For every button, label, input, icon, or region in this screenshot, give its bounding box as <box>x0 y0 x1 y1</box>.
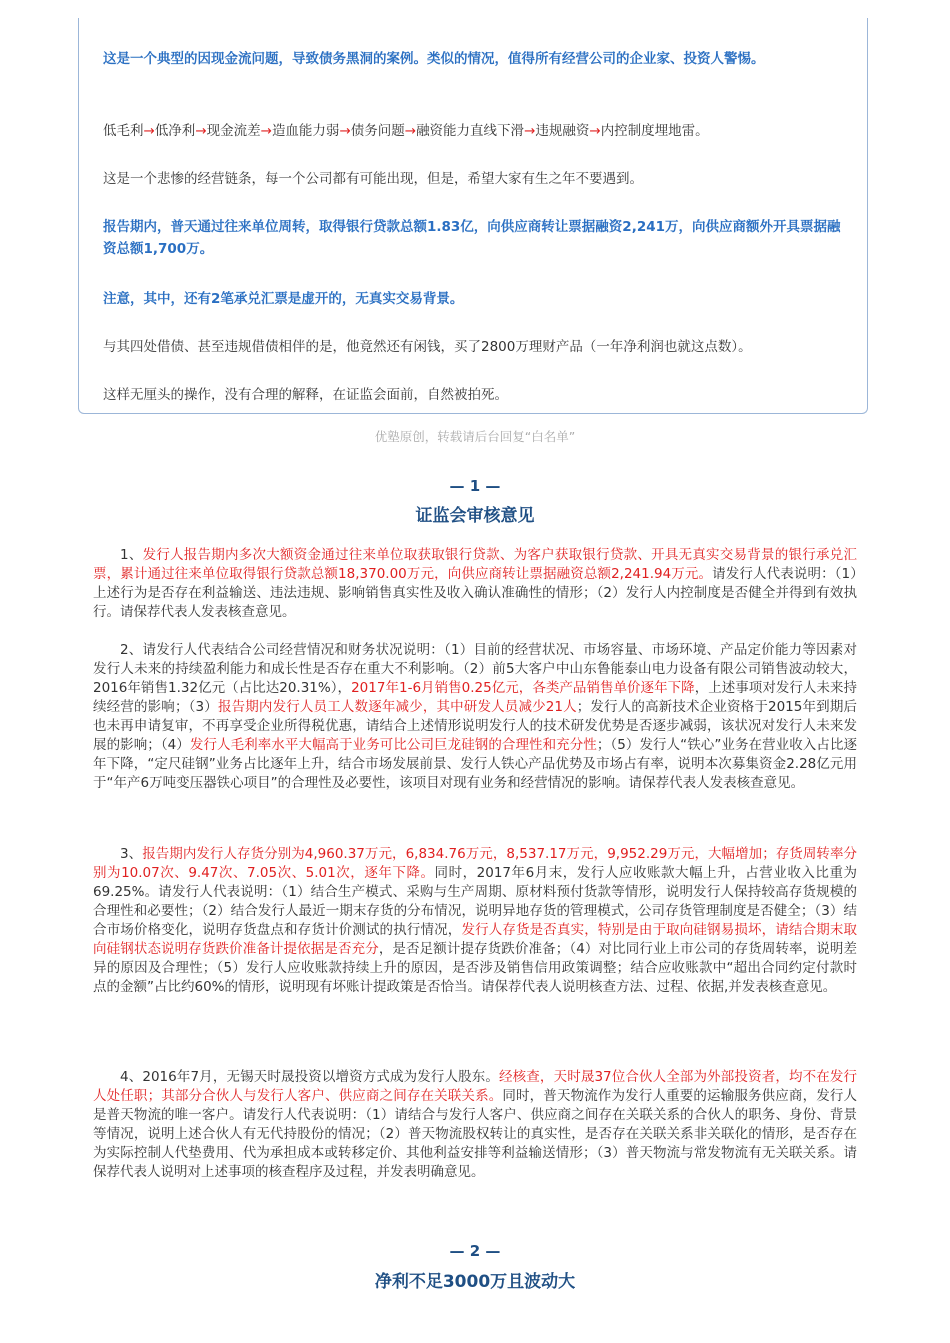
quote-paragraph-note: 注意，其中，还有2笔承兑汇票是虚开的，无真实交易背景。 <box>103 291 464 307</box>
body-text: 4、2016年7月，无锡天时晟投资以增资方式成为发行人股东。 <box>120 1069 500 1085</box>
section-number: — 1 — <box>449 477 501 495</box>
highlighted-text: 报告期内发行人员工人数逐年减少，其中研发人员减少21人 <box>217 699 577 715</box>
quote-paragraph-warning: 这是一个典型的因现金流问题，导致债务黑洞的案例。类似的情况，值得所有经营公司的企业家、投资人警惕。 <box>103 51 765 67</box>
arrow-icon: → <box>260 123 272 139</box>
arrow-icon: → <box>143 123 155 139</box>
quote-paragraph-wealth-product: 与其四处借债、甚至违规借债相伴的是，他竟然还有闲钱，买了2800万理财产品（一年净利润也就这点数）。 <box>103 339 752 355</box>
review-paragraph <box>93 546 857 622</box>
arrow-icon: → <box>404 123 417 139</box>
body-text: 1、 <box>120 547 143 563</box>
arrow-icon: → <box>339 123 351 139</box>
chain-step: 债务问题 <box>350 123 405 139</box>
arrow-icon: → <box>589 123 601 139</box>
body-text: ；发行人的高新技术企业资格于2015年到期后也未再申请复审，不再享受企业所得税优惠，请结合上述情形说明发行人的技术研发优势是否逐步减弱，该状况对发行人未来发展的影响；（4） <box>93 699 857 753</box>
arrow-icon: → <box>195 123 207 139</box>
review-paragraph <box>93 845 857 997</box>
body-text: 同时，2017年6月末，发行人应收账款大幅上升，占营业收入比重为69.25%。请发行人代表说明：（1）结合生产模式、采购与生产周期、原材料预付货款等情形，说明发行人保持较高存货规模的合理性和必要性；（2）结合发行人最近一期末存货的分布情况，说明异地存货的管理模式，公司存货管理制度是否健全；（3）结合市场价格变化，说明存货盘点和存货计价测试的执行情况， <box>93 865 858 938</box>
copyright-caption: 优塾原创，转载请后台回复“白名单” <box>374 429 576 444</box>
section-title: 证监会审核意见 <box>415 506 535 526</box>
body-text: 请发行人代表说明：（1）上述行为是否存在利益输送、违法违规、影响销售真实性及收入确认准确性的情形；（2）发行人内控制度是否健全并得到有效执行。请保荐代表人发表核查意见。 <box>93 566 857 620</box>
highlighted-text: 发行人存货是否真实，特别是由于取向硅钢易损坏，请结合期末取向硅钢状态说明存货跌价准备计提依据是否充分 <box>93 922 858 957</box>
quote-paragraph-conclusion: 这样无厘头的操作，没有合理的解释，在证监会面前，自然被拍死。 <box>103 387 508 403</box>
chain-step: 低净利 <box>154 123 196 139</box>
body-text: 3、 <box>120 846 143 862</box>
body-text: ，是否足额计提存货跌价准备；（4）对比同行业上市公司的存货周转率，说明差异的原因及合理性；（5）发行人应收账款持续上升的原因，是否涉及销售信用政策调整；结合应收账款中“超出合同约定付款时点的金额”占比约60%的情形，说明现有坏账计提政策是否恰当。请保荐代表人说明核查方法、过程、依据,并发表核查意见。 <box>93 941 857 995</box>
highlighted-text: 经核查，天时晟37位合伙人全部为外部投资者，均不在发行人处任职；其部分合伙人与发行人客户、供应商之间存在关联关系。 <box>93 1069 857 1104</box>
highlighted-text: 报告期内发行人存货分别为4,960.37万元，6,834.76万元，8,537.17万元，9,952.29万元，大幅增加；存货周转率分别为10.07次、9.47次、7.05次、5.01次，逐年下降。 <box>93 846 857 881</box>
chain-step: 内控制度埋地雷。 <box>600 123 709 139</box>
section-number: — 2 — <box>449 1242 501 1260</box>
review-paragraph <box>93 1068 857 1182</box>
body-text: 2、请发行人代表结合公司经营情况和财务状况说明：（1）目前的经营状况、市场容量、市场环境、产品定价能力等因素对发行人未来的持续盈利能力和成长性是否存在重大不利影响。（2）前5大客户中山东鲁能泰山电力设备有限公司销售波动较大，2016年销售1.32亿元（占比达20.31%）， <box>93 642 857 696</box>
highlighted-text: 2017年1-6月销售0.25亿元，各类产品销售单价逐年下降 <box>351 680 695 696</box>
body-text: ，上述事项对发行人未来持续经营的影响；（3） <box>93 680 858 715</box>
review-paragraph <box>93 641 857 793</box>
section-title: 净利不足3000万且波动大 <box>374 1272 576 1292</box>
quote-paragraph-financing: 报告期内，普天通过往来单位周转，取得银行贷款总额1.83亿，向供应商转让票据融资2,241万，向供应商额外开具票据融资总额1,700万。 <box>103 219 841 257</box>
arrow-icon: → <box>524 123 536 139</box>
quote-paragraph-chain <box>103 120 853 142</box>
body-text: ；（5）发行人“铁心”业务在营业收入占比逐年下降，“定尺硅钢”业务占比逐年上升，结合市场发展前景、发行人铁心产品优势及市场占有率，说明本次募集资金2.28亿元用于“年产6万吨变压器铁心项目”的合理性及必要性，该项目对现有业务和经营情况的影响。请保荐代表人发表核查意见。 <box>93 737 858 791</box>
chain-step: 低毛利 <box>103 123 144 139</box>
chain-step: 融资能力直线下滑 <box>416 123 525 139</box>
highlighted-text: 发行人报告期内多次大额资金通过往来单位取获取银行贷款、为客户获取银行贷款、开具无真实交易背景的银行承兑汇票，累计通过往来单位取得银行贷款总额18,370.00万元，向供应商转让票据融资总额2,241.94万元。 <box>93 547 857 582</box>
chain-step: 造血能力弱 <box>271 123 340 139</box>
body-text: 同时，普天物流作为发行人重要的运输服务供应商，发行人是普天物流的唯一客户。请发行人代表说明：（1）请结合与发行人客户、供应商之间存在关联关系的合伙人的职务、身份、背景等情况，说明上述合伙人有无代持股份的情况；（2）普天物流股权转让的真实性，是否存在关联关系非关联化的情形，是否存在为实际控制人代垫费用、代为承担成本或转移定价、其他利益安排等利益输送情形；（3）普天物流与常发物流有无关联关系。请保荐代表人说明对上述事项的核查程序及过程，并发表明确意见。 <box>93 1088 858 1180</box>
chain-step: 违规融资 <box>535 123 590 139</box>
chain-step: 现金流差 <box>206 123 261 139</box>
quote-paragraph-chain-comment: 这是一个悲惨的经营链条，每一个公司都有可能出现，但是，希望大家有生之年不要遇到。 <box>103 171 643 187</box>
highlighted-text: 发行人毛利率水平大幅高于业务可比公司巨龙硅钢的合理性和充分性 <box>189 737 597 753</box>
